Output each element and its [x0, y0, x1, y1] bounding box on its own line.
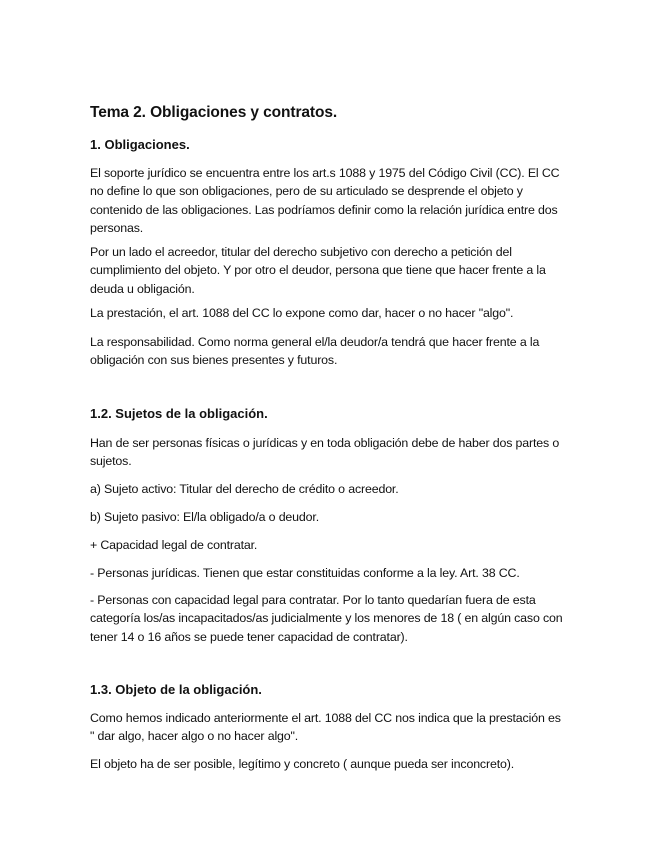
paragraph: b) Sujeto pasivo: El/la obligado/a o deudor.	[90, 510, 319, 524]
paragraph: + Capacidad legal de contratar.	[90, 538, 258, 552]
paragraph: - Personas jurídicas. Tienen que estar constituidas conforme a la ley. Art. 38 CC.	[90, 566, 520, 580]
document-title: Tema 2. Obligaciones y contratos.	[90, 104, 338, 121]
paragraph: El soporte jurídico se encuentra entre los art.s 1088 y 1975 del Código Civil (CC). El CC no define lo que son obligaciones, pero de su articulado se desprende el objeto y contenido de las obligaciones. Las podríamos definir como la relación jurídica entre dos personas.	[90, 166, 560, 236]
paragraph: Como hemos indicado anteriormente el art. 1088 del CC nos indica que la prestación es " dar algo, hacer algo o no hacer algo".	[90, 711, 561, 744]
paragraph: Por un lado el acreedor, titular del derecho subjetivo con derecho a petición del cumplimiento del objeto. Y por otro el deudor, persona que tiene que hacer frente a la deuda u obligación.	[90, 245, 546, 296]
paragraph: Han de ser personas físicas o jurídicas y en toda obligación debe de haber dos partes o sujetos.	[90, 436, 560, 469]
paragraph: - Personas con capacidad legal para contratar. Por lo tanto quedarían fuera de esta categoría los/as incapacitados/as judicialmente y los menores de 18 ( en algún caso con tener 14 o 16 años se puede tener capacidad de contratar).	[90, 593, 563, 644]
document-page	[90, 0, 568, 848]
paragraph: La responsabilidad. Como norma general el/la deudor/a tendrá que hacer frente a la obligación con sus bienes presentes y futuros.	[90, 335, 540, 368]
paragraph: La prestación, el art. 1088 del CC lo expone como dar, hacer o no hacer "algo".	[90, 306, 514, 320]
paragraph: El objeto ha de ser posible, legítimo y concreto ( aunque pueda ser inconcreto).	[90, 757, 514, 771]
paragraph: a) Sujeto activo: Titular del derecho de crédito o acreedor.	[90, 482, 399, 496]
section-heading-sujetos: 1.2. Sujetos de la obligación.	[90, 406, 268, 421]
section-heading-objeto: 1.3. Objeto de la obligación.	[90, 682, 262, 697]
section-heading-obligaciones: 1. Obligaciones.	[90, 137, 190, 152]
